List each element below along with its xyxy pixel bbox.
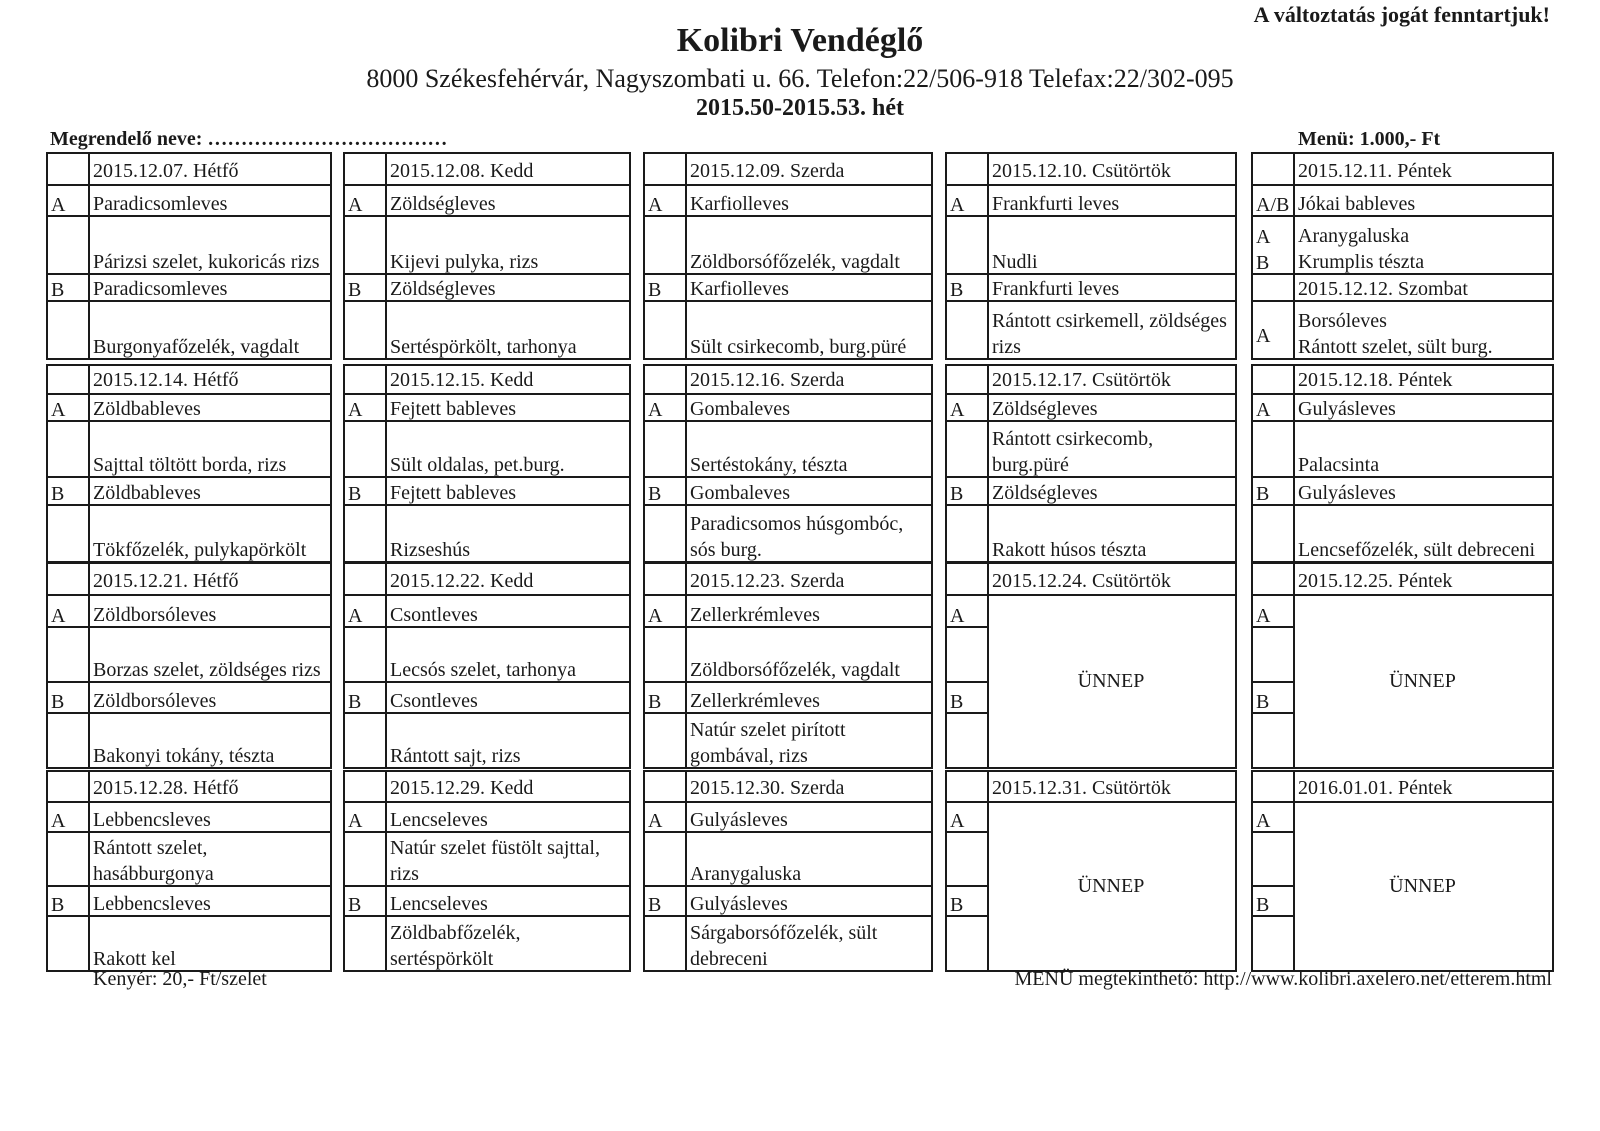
soup: Csontleves	[390, 604, 478, 626]
main-courses-row	[1253, 215, 1552, 275]
day-card	[945, 152, 1237, 360]
soup: Zöldborsóleves	[93, 690, 217, 712]
soup: Fejtett bableves	[390, 482, 517, 504]
day-date: 2015.12.25. Péntek	[1298, 570, 1453, 592]
menu-b-row	[947, 681, 987, 714]
menu-a-row	[645, 393, 931, 422]
menu-a-label: A	[1256, 605, 1271, 627]
main-course-row	[947, 300, 1235, 360]
soup: Lencseleves	[390, 893, 488, 915]
menu-b-row	[947, 476, 1235, 506]
menu-b-label: B	[1256, 483, 1270, 505]
soup: Gulyásleves	[1298, 482, 1396, 504]
soup: Zöldbableves	[93, 482, 201, 504]
day-date-row	[48, 154, 330, 184]
menu-a-row	[48, 184, 330, 217]
menu-a-row	[947, 393, 1235, 422]
day-date: 2015.12.23. Szerda	[690, 570, 845, 592]
menu-a-row	[48, 393, 330, 422]
main-course: Natúr szelet pirított gombával, rizs	[690, 719, 846, 767]
menu-a-label: A	[51, 194, 66, 216]
main-course-row	[48, 300, 330, 360]
saturday-date-row	[1253, 273, 1552, 302]
main-course-row	[645, 712, 931, 769]
day-date-row	[1253, 366, 1552, 393]
day-card	[945, 770, 1237, 972]
soup: Fejtett bableves	[390, 398, 517, 420]
menu-b-label: B	[648, 279, 662, 301]
menu-a-row	[947, 801, 1235, 833]
menu-a-row	[947, 594, 1235, 628]
soup: Jókai bableves	[1298, 193, 1416, 215]
menu-a-label: A	[648, 194, 663, 216]
day-date: 2015.12.29. Kedd	[390, 777, 534, 799]
main-course: Borzas szelet, zöldséges rizs	[93, 659, 321, 681]
main-course-row	[645, 831, 931, 887]
holiday-label: ÜNNEP	[1389, 874, 1456, 897]
soup: Frankfurti leves	[992, 193, 1120, 215]
main-course-row	[645, 504, 931, 563]
day-date-row	[48, 772, 330, 801]
menu-a-label: A	[648, 399, 663, 421]
menu-b-row	[645, 273, 931, 302]
day-date: 2015.12.28. Hétfő	[93, 777, 239, 799]
day-card	[643, 770, 933, 972]
day-card	[343, 770, 631, 972]
day-date-row	[345, 366, 629, 393]
menu-b-label: B	[51, 894, 65, 916]
menu-a-label: A	[950, 810, 965, 832]
main-course: Natúr szelet füstölt sajttal, rizs	[390, 837, 600, 885]
soup: Zöldborsóleves	[93, 604, 217, 626]
restaurant-title: Kolibri Vendéglő	[676, 22, 924, 59]
menu-b-label: B	[348, 279, 362, 301]
main-course: Rántott csirkemell, zöldséges rizs	[992, 310, 1227, 358]
main-course: Rántott szelet, hasábburgonya	[93, 837, 214, 885]
day-card	[46, 364, 332, 563]
day-card	[643, 152, 933, 360]
menu-a-label: A	[348, 194, 363, 216]
main-course-row	[345, 215, 629, 275]
menu-ab-label: A/B	[1256, 194, 1290, 216]
menu-b-label: B	[1256, 894, 1270, 916]
main-course-row	[645, 215, 931, 275]
menu-a-row	[1253, 594, 1552, 628]
menu-link: MENÜ megtekinthető: http://www.kolibri.axelero.net/etterem.html	[1014, 968, 1552, 990]
main-course-row	[345, 831, 629, 887]
menu-b-row	[645, 885, 931, 917]
menu-a-row	[48, 801, 330, 833]
main-course-row	[345, 300, 629, 360]
soup: Karfiolleves	[690, 278, 789, 300]
menu-a-row	[645, 594, 931, 628]
menu-ab-row	[1253, 184, 1552, 217]
day-date-row	[48, 366, 330, 393]
menu-a-label: A	[51, 810, 66, 832]
main-course-row	[48, 712, 330, 769]
main-course-row	[645, 420, 931, 478]
menu-a-row	[947, 184, 1235, 217]
menu-b-row	[48, 273, 330, 302]
main-course: Bakonyi tokány, tészta	[93, 745, 275, 767]
menu-b-label: B	[950, 483, 964, 505]
saturday-date: 2015.12.12. Szombat	[1298, 278, 1468, 300]
menu-b-row	[48, 885, 330, 917]
main-course: Sült oldalas, pet.burg.	[390, 454, 565, 476]
day-date-row	[947, 564, 1235, 594]
main-course: Burgonyafőzelék, vagdalt	[93, 336, 300, 358]
main-course-row	[345, 712, 629, 769]
day-date-row	[345, 154, 629, 184]
soup: Frankfurti leves	[992, 278, 1120, 300]
soup: Zöldbableves	[93, 398, 201, 420]
main-course-row	[345, 626, 629, 683]
menu-a-row	[645, 801, 931, 833]
menu-b-label: B	[51, 483, 65, 505]
day-card	[945, 562, 1237, 769]
main-course: Rántott sajt, rizs	[390, 745, 521, 767]
menu-b-label: B	[648, 691, 662, 713]
notice: A változtatás jogát fenntartjuk!	[1253, 2, 1550, 27]
main-course-row	[48, 831, 330, 887]
menu-a-label: A	[648, 810, 663, 832]
day-date-row	[345, 772, 629, 801]
menu-b-label: B	[348, 894, 362, 916]
menu-b-row	[345, 681, 629, 714]
main-course-b: Krumplis tészta	[1298, 251, 1425, 273]
day-date: 2015.12.30. Szerda	[690, 777, 845, 799]
main-course: Rakott kel	[93, 948, 176, 970]
main-course-row	[947, 420, 1235, 478]
main-course: Sárgaborsófőzelék, sült debreceni	[690, 922, 878, 970]
label-cell	[1253, 915, 1293, 972]
holiday-label: ÜNNEP	[1389, 669, 1456, 692]
menu-a-label: A	[1256, 325, 1271, 347]
soup: Gulyásleves	[690, 893, 788, 915]
day-date: 2015.12.08. Kedd	[390, 160, 534, 182]
holiday-label: ÜNNEP	[1077, 669, 1145, 692]
day-date-row	[1253, 154, 1552, 184]
day-card	[343, 364, 631, 563]
main-course: Zöldborsófőzelék, vagdalt	[690, 659, 900, 681]
main-course-a: Aranygaluska	[1298, 225, 1410, 247]
day-date-row	[947, 366, 1235, 393]
day-card	[643, 562, 933, 769]
main-course-row	[48, 626, 330, 683]
main-course: Rakott húsos tészta	[992, 539, 1147, 561]
main-course: Zöldborsófőzelék, vagdalt	[690, 251, 900, 273]
day-card	[1251, 152, 1554, 360]
main-course-row	[645, 300, 931, 360]
main-course-row	[48, 215, 330, 275]
menu-b-row	[345, 476, 629, 506]
menu-b-row	[1253, 681, 1293, 714]
soup: Csontleves	[390, 690, 478, 712]
main-course-row	[947, 504, 1235, 563]
soup: Zöldségleves	[390, 278, 496, 300]
day-date: 2015.12.24. Csütörtök	[992, 570, 1171, 592]
day-date-row	[645, 564, 931, 594]
week-range: 2015.50-2015.53. hét	[696, 95, 904, 121]
main-course: Aranygaluska	[690, 863, 802, 885]
menu-b-row	[947, 273, 1235, 302]
menu-a-row	[345, 184, 629, 217]
main-course-row	[1253, 504, 1552, 563]
menu-a-label: A	[950, 605, 965, 627]
main-course-row	[48, 420, 330, 478]
soup: Paradicsomleves	[93, 193, 228, 215]
menu-b-row	[645, 681, 931, 714]
soup: Zellerkrémleves	[690, 604, 820, 626]
day-card	[46, 152, 332, 360]
day-date-row	[345, 564, 629, 594]
menu-b-row	[48, 681, 330, 714]
menu-b-label: B	[950, 279, 964, 301]
menu-a-row	[48, 594, 330, 628]
main-course-row	[345, 420, 629, 478]
menu-price: Menü: 1.000,- Ft	[1298, 128, 1441, 150]
menu-a-row	[345, 393, 629, 422]
label-cell	[947, 712, 987, 769]
main-course: Lencsefőzelék, sült debreceni	[1298, 539, 1536, 561]
day-card	[945, 364, 1237, 563]
saturday-main: Rántott szelet, sült burg.	[1298, 336, 1493, 358]
main-course: Lecsós szelet, tarhonya	[390, 659, 577, 681]
soup: Zellerkrémleves	[690, 690, 820, 712]
label-cell	[1253, 712, 1293, 769]
menu-a-label: A	[950, 194, 965, 216]
menu-b-label: B	[950, 894, 964, 916]
main-course: Rántott csirkecomb, burg.püré	[992, 428, 1154, 476]
soup: Paradicsomleves	[93, 278, 228, 300]
day-date: 2015.12.07. Hétfő	[93, 160, 239, 182]
menu-b-label: B	[950, 691, 964, 713]
day-date: 2015.12.21. Hétfő	[93, 570, 239, 592]
menu-b-label: B	[51, 691, 65, 713]
menu-b-label: B	[1256, 691, 1270, 713]
day-date-row	[947, 772, 1235, 801]
label-cell	[947, 915, 987, 972]
day-date-row	[947, 154, 1235, 184]
day-card	[343, 562, 631, 769]
menu-b-row	[345, 273, 629, 302]
soup: Lebbencsleves	[93, 809, 211, 831]
menu-b-row	[1253, 885, 1293, 917]
soup: Gombaleves	[690, 482, 790, 504]
main-course: Tökfőzelék, pulykapörkölt	[93, 539, 307, 561]
saturday-menu-row	[1253, 300, 1552, 360]
day-card	[343, 152, 631, 360]
main-course-row	[645, 626, 931, 683]
label-cell	[947, 831, 987, 887]
menu-a-label: A	[1256, 226, 1271, 248]
menu-a-label: A	[348, 810, 363, 832]
day-card	[46, 770, 332, 972]
soup: Lencseleves	[390, 809, 488, 831]
bread-price: Kenyér: 20,- Ft/szelet	[93, 968, 267, 990]
day-date-row	[1253, 564, 1552, 594]
main-course-row	[1253, 420, 1552, 478]
main-course-row	[947, 215, 1235, 275]
menu-a-label: A	[51, 605, 66, 627]
day-date: 2015.12.17. Csütörtök	[992, 369, 1171, 391]
day-date-row	[645, 366, 931, 393]
day-card	[1251, 562, 1554, 769]
soup: Karfiolleves	[690, 193, 789, 215]
main-course-row	[48, 915, 330, 972]
menu-b-row	[48, 476, 330, 506]
soup: Zöldségleves	[992, 398, 1098, 420]
main-course-row	[345, 915, 629, 972]
main-course: Rizseshús	[390, 539, 470, 561]
day-date: 2015.12.15. Kedd	[390, 369, 534, 391]
main-course-row	[345, 504, 629, 563]
menu-a-row	[1253, 801, 1552, 833]
day-date-row	[645, 772, 931, 801]
main-course: Kijevi pulyka, rizs	[390, 251, 539, 273]
soup: Zöldségleves	[992, 482, 1098, 504]
day-date-row	[48, 564, 330, 594]
main-course: Palacsinta	[1298, 454, 1380, 476]
soup: Zöldségleves	[390, 193, 496, 215]
menu-b-row	[345, 885, 629, 917]
menu-b-label: B	[348, 483, 362, 505]
main-course: Párizsi szelet, kukoricás rizs	[93, 251, 320, 273]
saturday-soup: Borsóleves	[1298, 310, 1387, 332]
menu-b-label: B	[648, 894, 662, 916]
main-course: Sajttal töltött borda, rizs	[93, 454, 287, 476]
day-date: 2015.12.16. Szerda	[690, 369, 845, 391]
holiday-label: ÜNNEP	[1077, 874, 1145, 897]
menu-a-label: A	[51, 399, 66, 421]
main-course-row	[48, 504, 330, 563]
orderer-name-field: Megrendelő neve: ………………………………	[50, 128, 448, 150]
label-cell	[1253, 831, 1293, 887]
day-card	[46, 562, 332, 769]
menu-b-label: B	[648, 483, 662, 505]
day-date: 2015.12.11. Péntek	[1298, 160, 1452, 182]
menu-a-row	[345, 801, 629, 833]
soup: Gulyásleves	[1298, 398, 1396, 420]
day-date: 2015.12.09. Szerda	[690, 160, 845, 182]
main-course-row	[645, 915, 931, 972]
day-card	[1251, 770, 1554, 972]
restaurant-address: 8000 Székesfehérvár, Nagyszombati u. 66. Telefon:22/506-918 Telefax:22/302-095	[366, 64, 1234, 93]
main-course: Zöldbabfőzelék, sertéspörkölt	[390, 922, 521, 970]
label-cell	[947, 626, 987, 683]
menu-a-row	[645, 184, 931, 217]
menu-a-label: A	[1256, 810, 1271, 832]
day-card	[643, 364, 933, 563]
soup: Lebbencsleves	[93, 893, 211, 915]
day-date: 2015.12.10. Csütörtök	[992, 160, 1171, 182]
menu-b-label: B	[1256, 252, 1270, 274]
main-course: Paradicsomos húsgombóc, sós burg.	[690, 513, 904, 561]
day-date: 2016.01.01. Péntek	[1298, 777, 1453, 799]
day-date-row	[645, 154, 931, 184]
day-date: 2015.12.18. Péntek	[1298, 369, 1453, 391]
menu-a-label: A	[348, 399, 363, 421]
soup: Gombaleves	[690, 398, 790, 420]
menu-b-row	[645, 476, 931, 506]
menu-a-label: A	[648, 605, 663, 627]
day-date: 2015.12.31. Csütörtök	[992, 777, 1171, 799]
menu-b-row	[947, 885, 987, 917]
day-card	[1251, 364, 1554, 563]
main-course: Sertéstokány, tészta	[690, 454, 848, 476]
main-course: Sertéspörkölt, tarhonya	[390, 336, 577, 358]
day-date-row	[1253, 772, 1552, 801]
menu-a-label: A	[348, 605, 363, 627]
main-course: Nudli	[992, 251, 1038, 273]
menu-b-label: B	[51, 279, 65, 301]
menu-b-row	[1253, 476, 1552, 506]
main-course: Sült csirkecomb, burg.püré	[690, 336, 907, 358]
day-date: 2015.12.14. Hétfő	[93, 369, 239, 391]
label-cell	[1253, 626, 1293, 683]
menu-b-label: B	[348, 691, 362, 713]
menu-a-row	[1253, 393, 1552, 422]
soup: Gulyásleves	[690, 809, 788, 831]
day-date: 2015.12.22. Kedd	[390, 570, 534, 592]
menu-a-row	[345, 594, 629, 628]
menu-a-label: A	[1256, 399, 1271, 421]
menu-a-label: A	[950, 399, 965, 421]
